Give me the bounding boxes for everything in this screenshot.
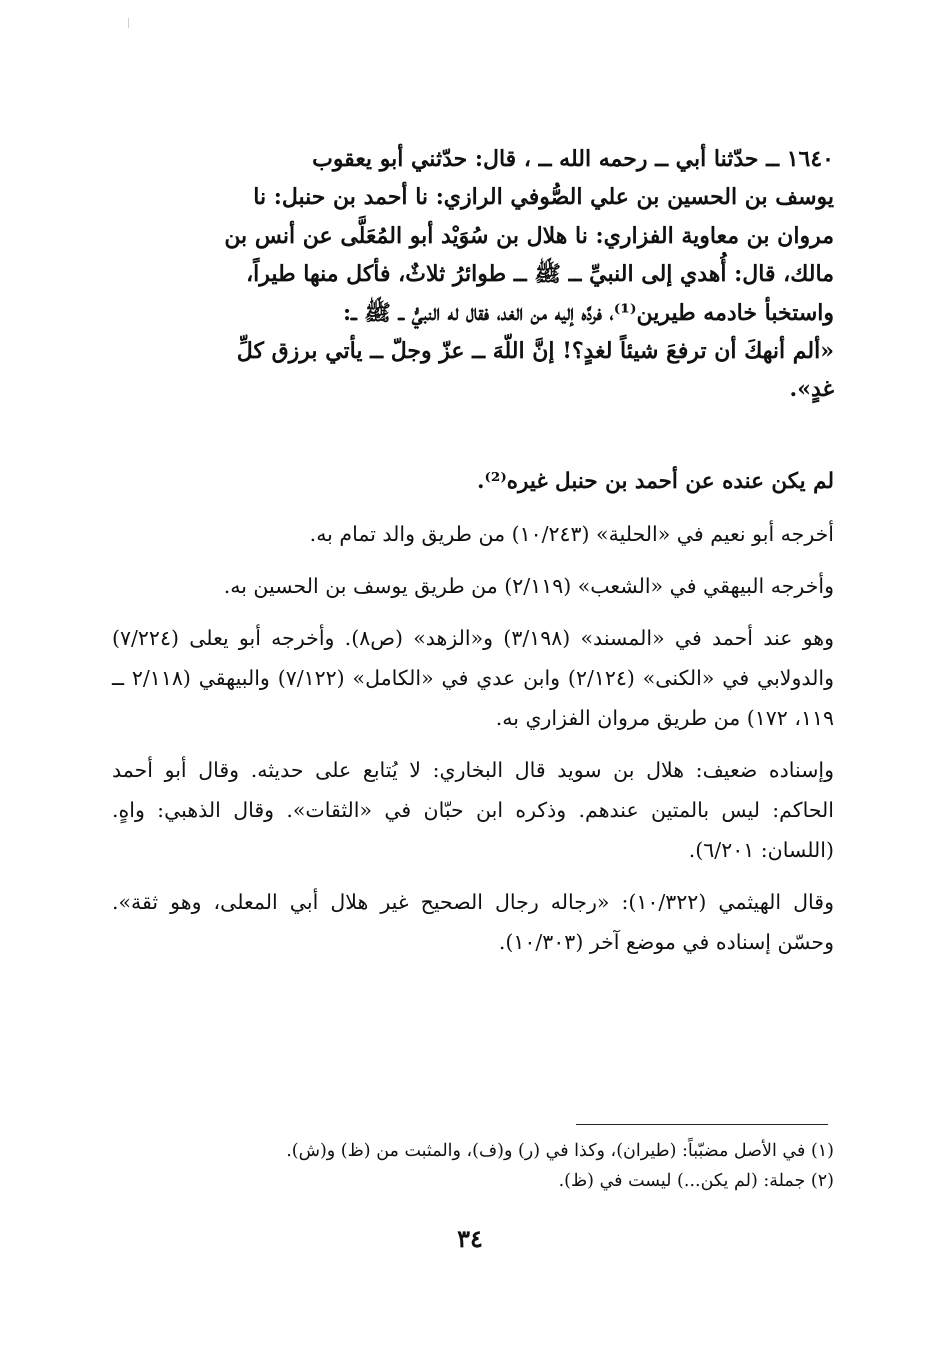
hadith-line: واستخبأ خادمه طيرين⁽¹⁾، فردَّه إليه من الغد، فقال له النبيُّ ــ ﷺ ــ: <box>342 299 834 326</box>
isnad-paragraph: وإسناده ضعيف: هلال بن سويد قال البخاري: لا يُتابع على حديثه. وقال أبو أحمد الحاكم: ليس بالمتين عندهم. وذكره ابن حبّان في «الثقات». وقال الذهبي: واهٍ. (اللسان: ٦/٢٠١). <box>112 758 834 862</box>
footnote-divider <box>576 1124 828 1125</box>
hadith-line: «ألم أنهكَ أن ترفعَ شيئاً لغدٍ؟! إنَّ اللّهَ ــ عزّ وجلّ ــ يأتي برزق كلِّ <box>236 338 834 365</box>
hadith-line: مالك، قال: أُهدي إلى النبيِّ ــ ﷺ ــ طوائرُ ثلاثٌ، فأكل منها طيراً، <box>246 261 834 288</box>
footnote: (١) في الأصل مضبّباً: (طيران)، وكذا في (ر) و(ف)، والمثبت من (ظ) و(ش). <box>286 1141 834 1161</box>
scan-mark <box>128 18 129 28</box>
hadith-line: غدٍ». <box>789 376 834 403</box>
page-number: ٣٤ <box>457 1224 483 1253</box>
hadith-line: يوسف بن الحسين بن علي الصُّوفي الرازي: نا أحمد بن حنبل: نا <box>253 184 834 211</box>
takhrij-paragraph: وأخرجه البيهقي في «الشعب» (٢/١١٩) من طريق يوسف بن الحسين به. <box>223 574 834 598</box>
hadith-line: ١٦٤٠ ــ حدّثنا أبي ــ رحمه الله ــ ، قال: حدّثني أبو يعقوب <box>312 146 834 172</box>
hadith-text <box>112 140 834 409</box>
takhrij-paragraph: أخرجه أبو نعيم في «الحلية» (١٠/٢٤٣) من طريق والد تمام به. <box>309 522 834 546</box>
footnote: (٢) جملة: (لم يكن...) ليست في (ظ). <box>558 1171 834 1191</box>
takhrij-paragraph: وهو عند أحمد في «المسند» (٣/١٩٨) و«الزهد» (ص٨). وأخرجه أبو يعلى (٧/٢٢٤) والدولابي في «الكنى» (٢/١٢٤) وابن عدي في «الكامل» (٧/١٢٢) والبيهقي (٢/١١٨ ــ ١١٩، ١٧٢) من طريق مروان الفزاري به. <box>112 626 834 730</box>
haythami-paragraph: وقال الهيثمي (١٠/٣٢٢): «رجاله رجال الصحيح غير هلال أبي المعلى، وهو ثقة». وحسّن إسناده في موضع آخر (١٠/٣٠٣). <box>112 890 834 954</box>
commentary <box>112 462 834 974</box>
hadith-line: مروان بن معاوية الفزاري: نا هلال بن سُوَيْد أبو المُعَلَّى عن أنس بن <box>224 222 834 249</box>
author-note: لم يكن عنده عن أحمد بن حنبل غيره⁽²⁾. <box>477 469 834 494</box>
footnotes <box>112 1136 834 1196</box>
